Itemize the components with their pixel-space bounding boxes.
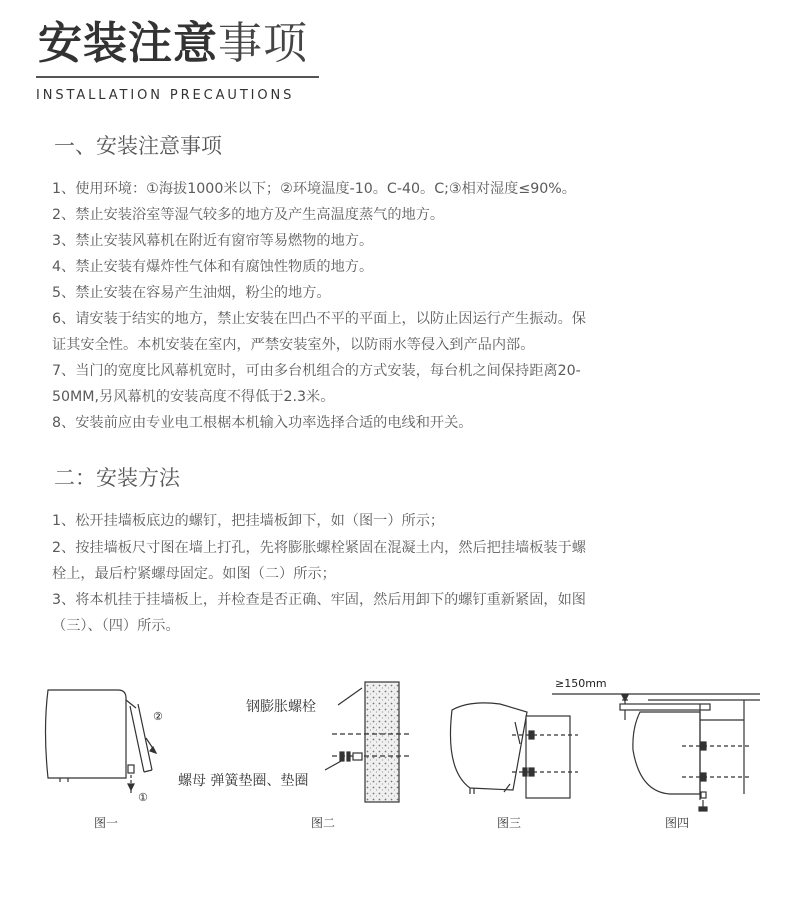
- caption-figure3: 图三: [497, 816, 522, 830]
- caption-figure1: 图一: [94, 816, 119, 830]
- caption-figure4: 图四: [665, 816, 690, 830]
- page-title: [38, 14, 308, 74]
- section2-line: 2、按挂墙板尺寸图在墙上打孔，先将膨胀螺栓紧固在混凝土内，然后把挂墙板装于螺: [52, 540, 586, 556]
- section2-line: （三）、（四）所示。: [52, 618, 180, 634]
- figure3-drawing: [450, 703, 578, 798]
- step1-marker: ①: [138, 791, 148, 804]
- figure1-drawing: [46, 690, 157, 793]
- bolt-label: 钢膨胀螺栓: [246, 699, 316, 715]
- section2-line: 3、将本机挂于挂墙板上，并检查是否正确、牢固，然后用卸下的螺钉重新紧固，如图: [52, 592, 586, 608]
- clearance-label: ≥150mm: [555, 677, 607, 690]
- section1-line: 50MM,另风幕机的安装高度不得低于2.3米。: [52, 389, 335, 405]
- parts-label: 螺母 弹簧垫圈、垫圈: [178, 773, 309, 789]
- page-subtitle: INSTALLATION PRECAUTIONS: [36, 88, 295, 103]
- section1-line: 1、使用环境：①海拔1000米以下；②环境温度-10。C-40。C;③相对湿度≤90%。: [52, 181, 576, 197]
- title-underline: [36, 76, 319, 78]
- section1-line: 7、当门的宽度比风幕机宽时，可由多台机组合的方式安装，每台机之间保持距离20-: [52, 363, 581, 379]
- section1-title: 一、安装注意事项: [54, 134, 222, 158]
- figure2-drawing: [325, 682, 412, 802]
- section2-line: 栓上，最后柠紧螺母固定。如图（二）所示；: [52, 566, 336, 582]
- section1-line: 3、禁止安装风幕机在附近有窗帘等易燃物的地方。: [52, 233, 374, 249]
- section1-line: 6、请安装于结实的地方，禁止安装在凹凸不平的平面上，以防止因运行产生振动。保: [52, 311, 586, 327]
- section1-line: 4、禁止安装有爆炸性气体和有腐蚀性物质的地方。: [52, 259, 374, 275]
- section1-line: 5、禁止安装在容易产生油烟，粉尘的地方。: [52, 285, 331, 301]
- page-title-light: 事项: [218, 18, 308, 69]
- section1-line: 8、安装前应由专业电工根椐本机输入功率选择合适的电线和开关。: [52, 415, 473, 431]
- section1-line: 2、禁止安装浴室等湿气较多的地方及产生高温度蒸气的地方。: [52, 207, 445, 223]
- installation-diagrams: [0, 660, 790, 850]
- figure4-drawing: [552, 694, 760, 811]
- caption-figure2: 图二: [311, 816, 336, 830]
- section2-title: 二：安装方法: [54, 466, 180, 490]
- section2-line: 1、松开挂墙板底边的螺钉，把挂墙板卸下，如（图一）所示；: [52, 513, 445, 529]
- section1-line: 证其安全性。本机安装在室内，严禁安装室外，以防雨水等侵入到产品内部。: [52, 337, 535, 353]
- page-title-bold: 安装注意: [38, 18, 218, 69]
- step2-marker: ②: [153, 710, 163, 723]
